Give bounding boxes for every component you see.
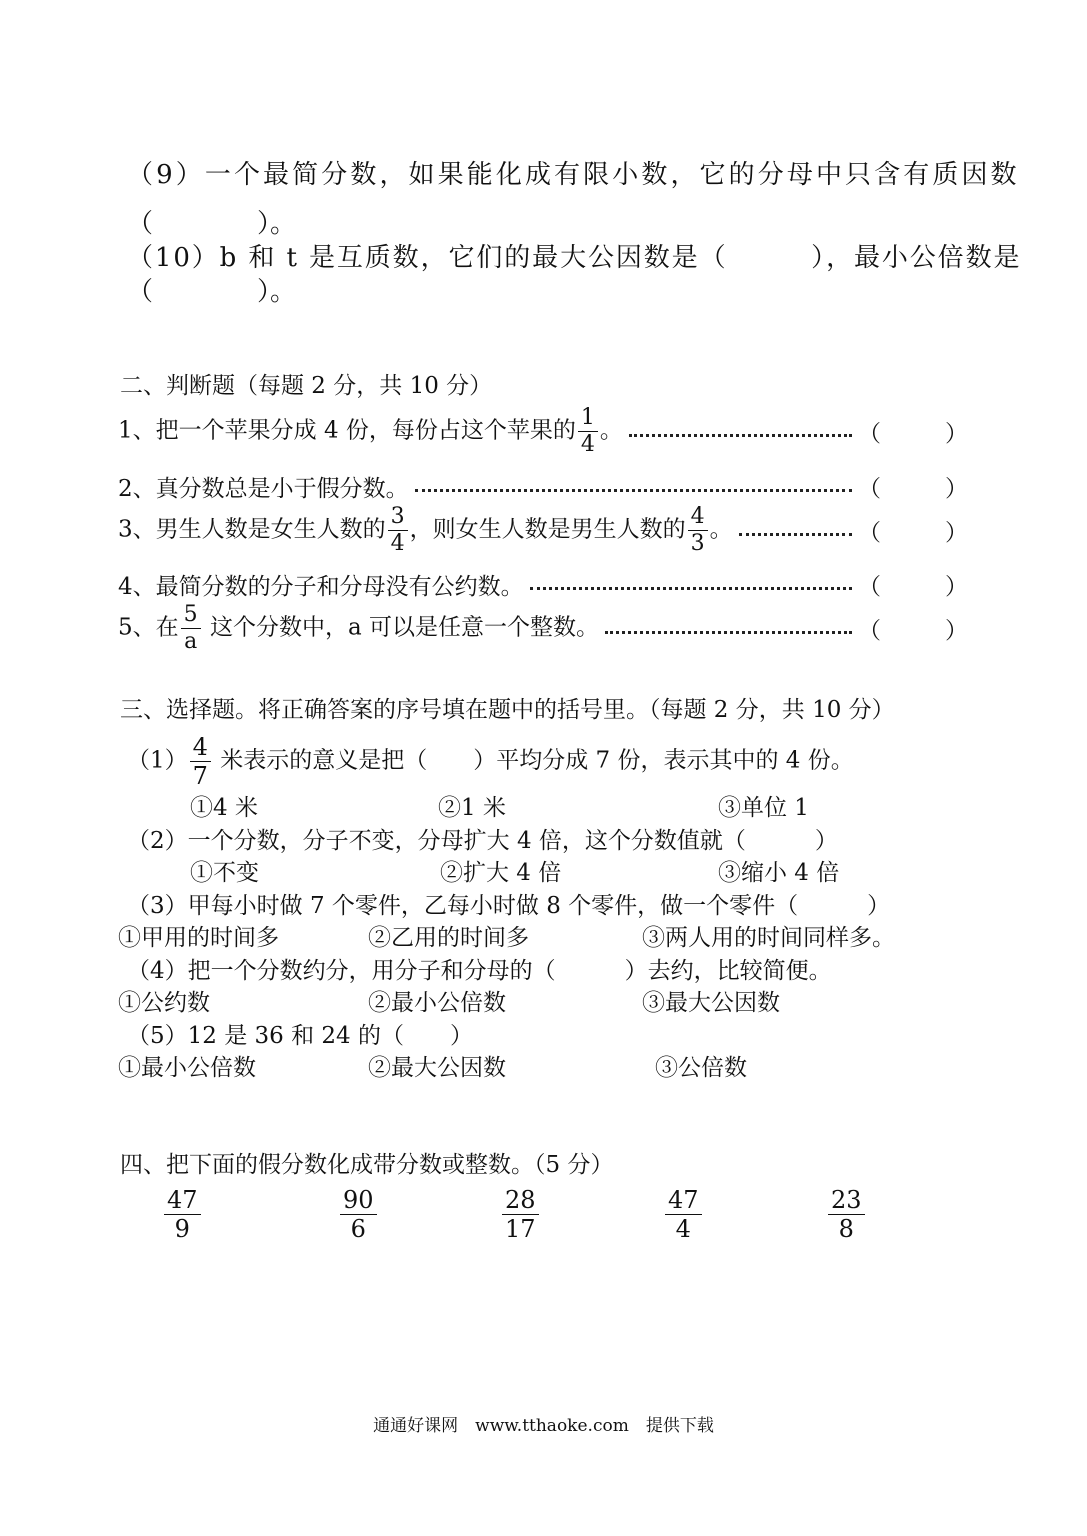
choice-q5-option[interactable]: ②最大公因数 — [368, 1055, 506, 1081]
judge-answer-paren[interactable]: （ ） — [858, 574, 968, 600]
judge-q4-text: 4、最简分数的分子和分母没有公约数。 — [118, 574, 524, 600]
choice-q4: （4）把一个分数约分，用分子和分母的（ ）去约，比较简便。 — [127, 958, 832, 984]
judge-q2-text: 2、真分数总是小于假分数。 — [118, 476, 409, 502]
choice-q4-option[interactable]: ②最小公倍数 — [368, 990, 506, 1016]
judge-q5-text: 5、在 $\frac{5}{a}$ 这个分数中，a 可以是任意一个整数。 — [118, 602, 599, 654]
choice-q1-option[interactable]: ①4 米 — [190, 795, 258, 821]
fraction: $\frac{1}{4}$ — [578, 407, 598, 456]
dot-leader — [605, 631, 852, 634]
improper-fraction: $\frac{23}{8}$ — [828, 1188, 865, 1241]
judge-q3-text: 3、男生人数是女生人数的 $\frac{3}{4}$ ，则女生人数是男生人数的 $\frac{4}{3}$ 。 — [118, 504, 733, 556]
choice-q1-option[interactable]: ③单位 1 — [718, 795, 809, 821]
improper-fraction: $\frac{47}{9}$ — [164, 1188, 201, 1241]
choice-q2-option[interactable]: ①不变 — [190, 860, 259, 886]
q9-text: （9）一个最简分数，如果能化成有限小数，它的分母中只含有质因数 — [127, 160, 1020, 190]
judge-q5 — [118, 604, 968, 653]
judge-q1 — [118, 407, 968, 456]
q9-line1 — [127, 160, 1020, 190]
fraction: $\frac{4}{3}$ — [688, 506, 708, 555]
choice-q5: （5）12 是 36 和 24 的（ ） — [127, 1023, 473, 1049]
choice-q3-option[interactable]: ①甲用的时间多 — [118, 925, 279, 951]
dot-leader — [629, 434, 852, 437]
choice-q5-option[interactable]: ①最小公倍数 — [118, 1055, 256, 1081]
q9-answer-blank[interactable]: （ ）。 — [127, 209, 297, 239]
q10-line1: （10）b 和 t 是互质数，它们的最大公因数是（ ），最小公倍数是 — [127, 243, 1022, 273]
improper-fraction: $\frac{47}{4}$ — [665, 1188, 702, 1241]
page-footer: 通通好课网 www.tthaoke.com 提供下载 — [373, 1416, 714, 1436]
judge-q1-text: 1、把一个苹果分成 4 份，每份占这个苹果的 $\frac{1}{4}$ 。 — [118, 405, 623, 457]
choice-q3-option[interactable]: ②乙用的时间多 — [368, 925, 529, 951]
judge-answer-paren[interactable]: （ ） — [858, 421, 968, 447]
convert-heading: 四、把下面的假分数化成带分数或整数。（5 分） — [120, 1152, 614, 1178]
choice-q1-option[interactable]: ②1 米 — [438, 795, 506, 821]
fraction: $\frac{3}{4}$ — [388, 506, 408, 555]
choice-q2-option[interactable]: ②扩大 4 倍 — [440, 860, 562, 886]
choice-q3-option[interactable]: ③两人用的时间同样多。 — [642, 925, 895, 951]
judge-answer-paren[interactable]: （ ） — [858, 476, 968, 502]
judge-q3 — [118, 506, 968, 555]
q10-answer-blank[interactable]: （ ）。 — [127, 277, 297, 307]
judge-answer-paren[interactable]: （ ） — [858, 520, 968, 546]
choice-q2: （2）一个分数，分子不变，分母扩大 4 倍，这个分数值就（ ） — [127, 828, 838, 854]
judge-q2 — [118, 470, 968, 503]
dot-leader — [739, 533, 852, 536]
choice-q1: （1） $\frac{4}{7}$ 米表示的意义是把（ ）平均分成 7 份，表示其中的 4 份。 — [127, 733, 854, 790]
choice-q3: （3）甲每小时做 7 个零件，乙每小时做 8 个零件，做一个零件（ ） — [127, 893, 891, 919]
improper-fraction: $\frac{90}{6}$ — [340, 1188, 377, 1241]
fraction: $\frac{4}{7}$ — [190, 735, 211, 788]
dot-leader — [530, 587, 852, 590]
judge-heading: 二、判断题（每题 2 分，共 10 分） — [120, 373, 493, 399]
dot-leader — [415, 489, 852, 492]
choice-q5-option[interactable]: ③公倍数 — [655, 1055, 747, 1081]
fraction: $\frac{5}{a}$ — [181, 604, 201, 653]
judge-answer-paren[interactable]: （ ） — [858, 618, 968, 644]
choice-heading: 三、选择题。将正确答案的序号填在题中的括号里。（每题 2 分，共 10 分） — [120, 697, 895, 723]
improper-fraction: $\frac{28}{17}$ — [502, 1188, 539, 1241]
judge-q4 — [118, 568, 968, 601]
choice-q4-option[interactable]: ③最大公因数 — [642, 990, 780, 1016]
choice-q4-option[interactable]: ①公约数 — [118, 990, 210, 1016]
choice-q2-option[interactable]: ③缩小 4 倍 — [718, 860, 840, 886]
